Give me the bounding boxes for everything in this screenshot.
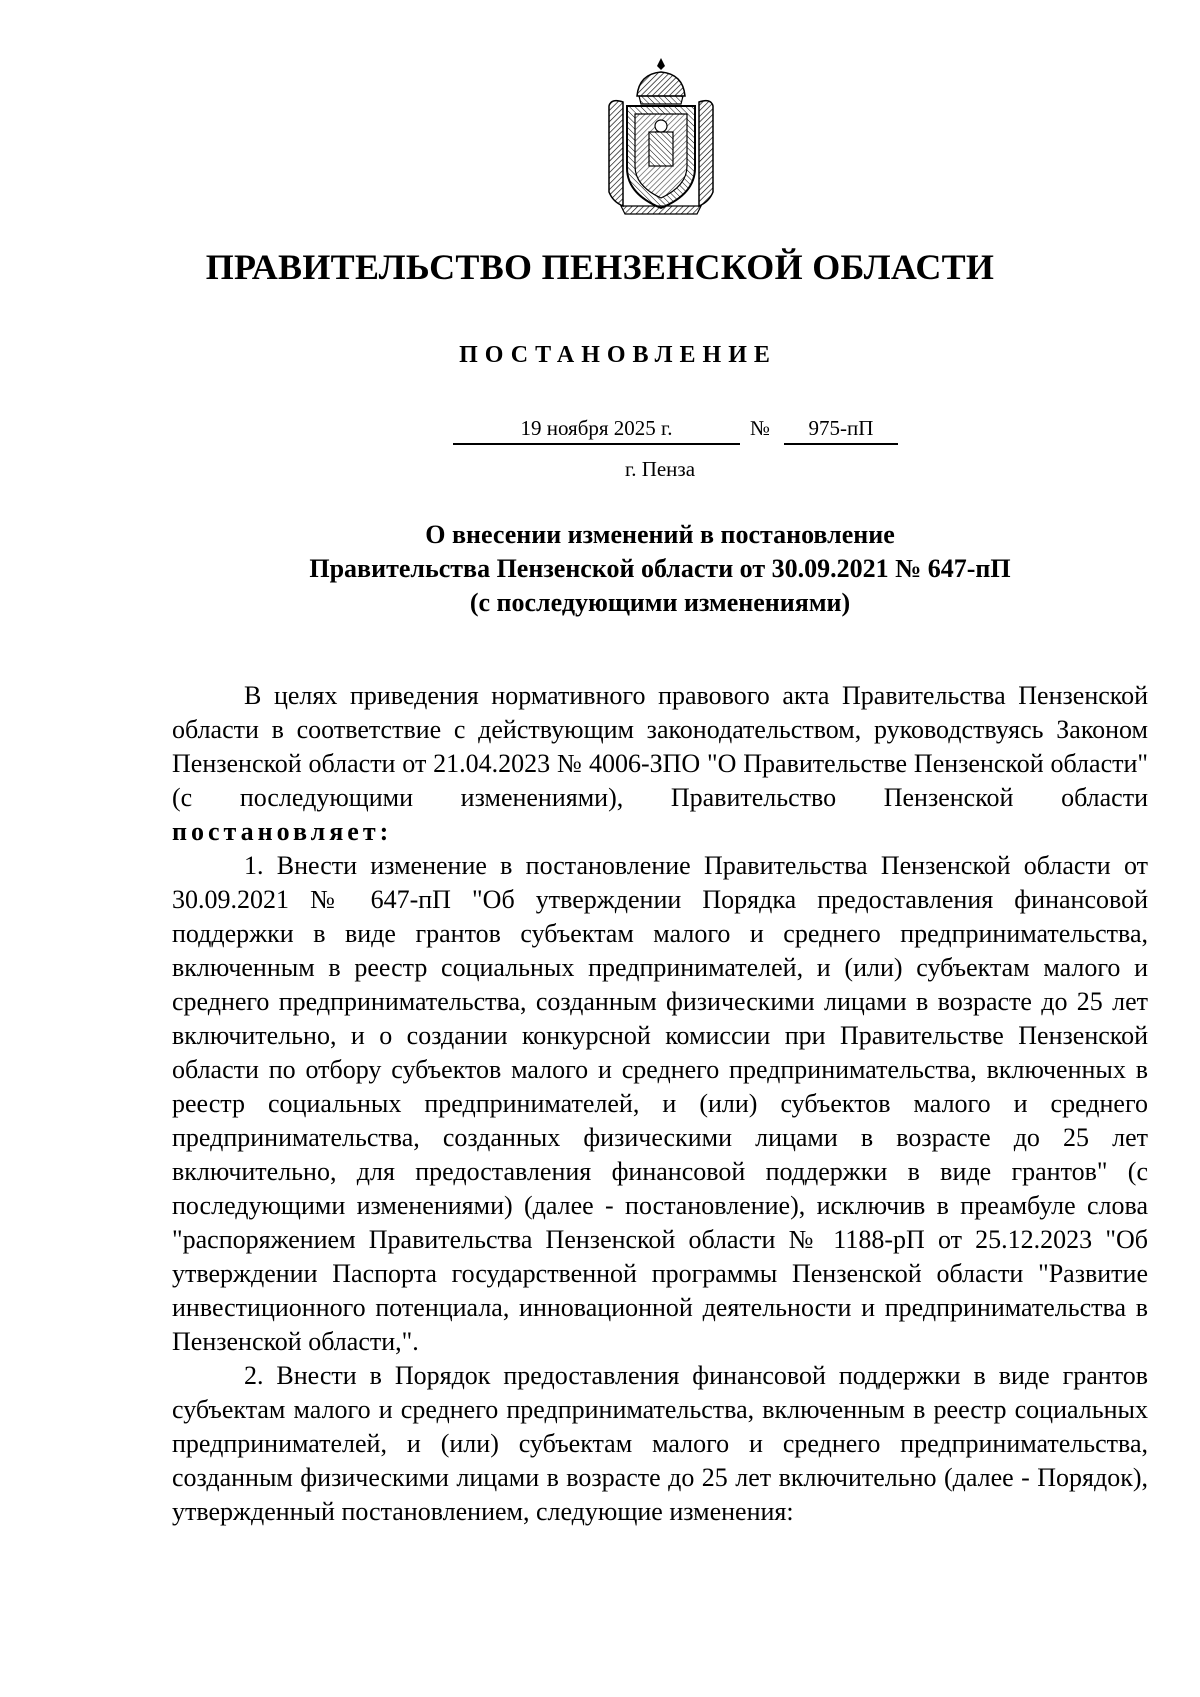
document-subject: [150, 518, 1170, 620]
subject-line: (с последующими изменениями): [469, 588, 851, 617]
document-number: 975-пП: [784, 413, 898, 445]
document-date: 19 ноября 2025 г.: [453, 413, 740, 445]
number-sign: №: [750, 416, 771, 440]
item-1-paragraph: 1. Внести изменение в постановление Правительства Пензенской области от 30.09.2021 № 647-пП "Об утверждении Порядка предоставления финансовой поддержки в виде грантов субъектам малого и среднего предпринимательства, включенным в реестр социальных предпринимателей, и (или) субъектам малого и среднего предпринимательства, созданным физическими лицами в возрасте до 25 лет включительно, и о создании конкурсной комиссии при Правительстве Пензенской области по отбору субъектов малого и среднего предпринимательства, включенных в реестр социальных предпринимателей, и (или) субъектов малого и среднего предпринимательства, созданных физическими лицами в возрасте до 25 лет включительно, для предоставления финансовой поддержки в виде грантов" (с последующими изменениями) (далее - постановление), исключив в преамбуле слова "распоряжением Правительства Пензенской области № 1188-рП от 25.12.2023 "Об утверждении Паспорта государственной программы Пензенской области "Развитие инвестиционного потенциала, инновационной деятельности и предпринимательства в Пензенской области,".: [172, 851, 1148, 1356]
preamble-text: В целях приведения нормативного правового акта Правительства Пензенской области в соответствие с действующим законодательством, руководствуясь Законом Пензенской области от 21.04.2023 № 4006-ЗПО "О Правительстве Пензенской области" (с последующими изменениями), Правительство Пензенской области: [172, 681, 1148, 812]
subject-line: О внесении изменений в постановление: [425, 520, 895, 549]
document-type: ПОСТАНОВЛЕНИЕ: [459, 342, 777, 368]
document-city: г. Пенза: [624, 457, 696, 481]
organization-title: ПРАВИТЕЛЬСТВО ПЕНЗЕНСКОЙ ОБЛАСТИ: [205, 247, 995, 287]
document-body: [172, 679, 1148, 1529]
subject-line: Правительства Пензенской области от 30.09.2021 № 647-пП: [309, 554, 1011, 583]
preamble-paragraph: [172, 679, 1148, 849]
penza-region-coat-of-arms-icon: [601, 56, 721, 216]
item-2-paragraph: 2. Внести в Порядок предоставления финансовой поддержки в виде грантов субъектам малого и среднего предпринимательства, включенным в реестр социальных предпринимателей, и (или) субъектам малого и среднего предпринимательства, созданным физическими лицами в возрасте до 25 лет включительно (далее - Порядок), утвержденный постановлением, следующие изменения:: [172, 1361, 1148, 1526]
decides-keyword: постановляет:: [172, 817, 393, 846]
